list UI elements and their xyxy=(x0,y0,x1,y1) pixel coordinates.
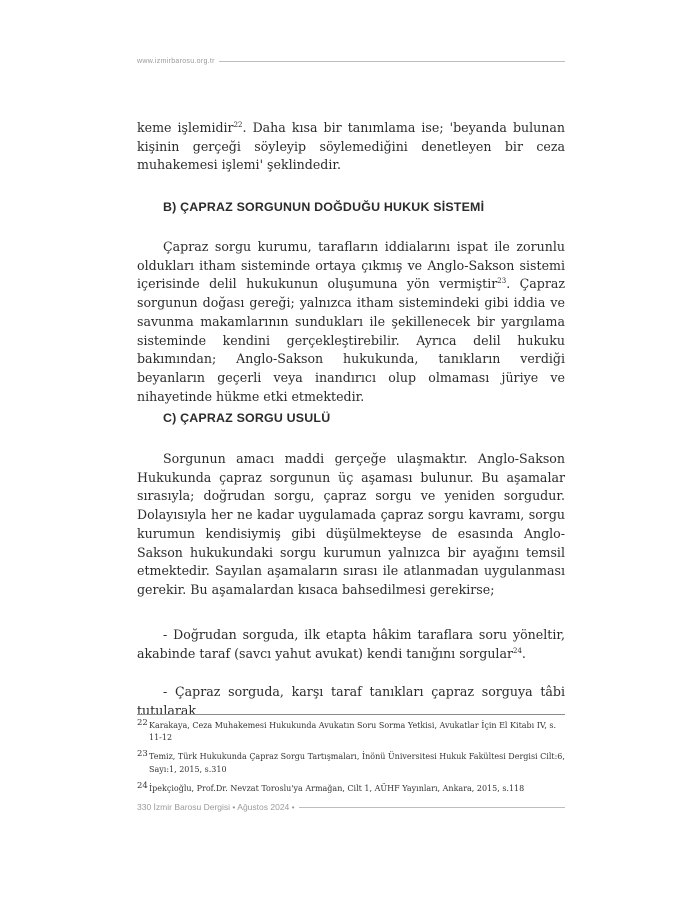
footnote-22 xyxy=(137,720,565,744)
list-item-1-text: - Doğrudan sorguda, ilk etapta hâkim taraflara soru yöneltir, akabinde taraf (savcı yahut avukat) kendi tanığını sorgular xyxy=(137,627,565,661)
page-header xyxy=(137,54,565,68)
footer-rule xyxy=(299,807,565,808)
footnote-24 xyxy=(137,780,565,795)
footnote-number: 24 xyxy=(137,780,148,791)
footer-text: 330 İzmir Barosu Dergisi • Ağustos 2024 • xyxy=(137,802,295,812)
intro-paragraph xyxy=(137,119,565,175)
intro-text-1: keme işlemidir xyxy=(137,120,234,135)
header-rule xyxy=(219,61,565,62)
footnote-number: 22 xyxy=(137,718,148,728)
section-c-text: Sorgunun amacı maddi gerçeğe ulaşmaktır. Anglo-Sakson Hukukunda çapraz sorgunun üç aşaması bulunur. Bu aşamalar sırasıyla; doğrudan sorgu, çapraz sorgu ve yeniden sorgudur. Dolayısıyla her ne kadar uygulamada çapraz sorgu kavramı, sorgu kurumun kendisiymiş gibi düşülmekteyse de esasında Anglo-Sakson hukukundaki sorgu kurumun yalnızca bir ayağını temsil etmektedir. Sayılan aşamaların sırası ile atlanmadan uygulanması gerekir. Bu aşamalardan kısaca bahsedilmesi gerekirse; xyxy=(137,451,565,597)
section-b-paragraph xyxy=(137,238,565,406)
section-b-text-2: . Çapraz sorgunun doğası gereği; yalnızca itham sistemindeki gibi iddia ve savunma makamlarının sundukları ile şekillenecek bir yargılama sisteminde kendini gerçekleştirebilir. Ayrıca delil hukuku bakımından; Anglo-Sakson hukukunda, tanıkların verdiği beyanların geçerli veya inandırıcı olup olmaması jüriye ve nihayetinde hükme etki etmektedir. xyxy=(137,276,565,404)
footnote-text: İpekçioğlu, Prof.Dr. Nevzat Toroslu'ya Armağan, Cilt 1, AÜHF Yayınları, Ankara, 2015, s.118 xyxy=(149,783,525,793)
section-c-paragraph xyxy=(137,450,565,600)
footnote-text: Karakaya, Ceza Muhakemesi Hukukunda Avukatın Soru Sorma Yetkisi, Avukatlar İçin El Kitabı IV, s. 11-12 xyxy=(149,721,557,743)
footnote-ref-24[interactable]: 24 xyxy=(513,646,522,655)
footnote-separator xyxy=(137,714,565,715)
section-c-heading: C) ÇAPRAZ SORGU USULÜ xyxy=(163,411,331,425)
footnotes xyxy=(137,720,565,802)
footnote-text: Temiz, Türk Hukukunda Çapraz Sorgu Tartışmaları, İnönü Üniversitesi Hukuk Fakültesi Dergisi Cilt:6, Sayı:1, 2015, s.310 xyxy=(149,752,565,774)
page-footer xyxy=(137,800,565,814)
list-item-direct-examination xyxy=(137,626,565,663)
footnote-number: 23 xyxy=(137,749,148,760)
list-item-2-text: - Çapraz sorguda, karşı taraf tanıkları çapraz sorguya tâbi tutularak xyxy=(137,684,565,718)
header-url: www.izmirbarosu.org.tr xyxy=(137,57,215,65)
list-item-1-end: . xyxy=(521,645,526,661)
footnote-ref-23[interactable]: 23 xyxy=(497,277,507,286)
footnote-23 xyxy=(137,751,565,775)
intro-text-2: . Daha kısa bir tanımlama ise; 'beyanda bulunan kişinin gerçeği söyleyip söylemediğini denetleyen bir ceza muhakemesi işlemi' şeklindedir. xyxy=(137,120,565,173)
footnote-ref-22[interactable]: 22 xyxy=(233,120,243,129)
section-b-text-1: Çapraz sorgu kurumu, tarafların iddialarını ispat ile zorunlu oldukları itham sisteminde ortaya çıkmış ve Anglo-Sakson sistemi içerisinde delil hukukunun oluşumuna yön vermiştir xyxy=(137,239,565,292)
section-b-heading: B) ÇAPRAZ SORGUNUN DOĞDUĞU HUKUK SİSTEMİ xyxy=(163,200,485,214)
